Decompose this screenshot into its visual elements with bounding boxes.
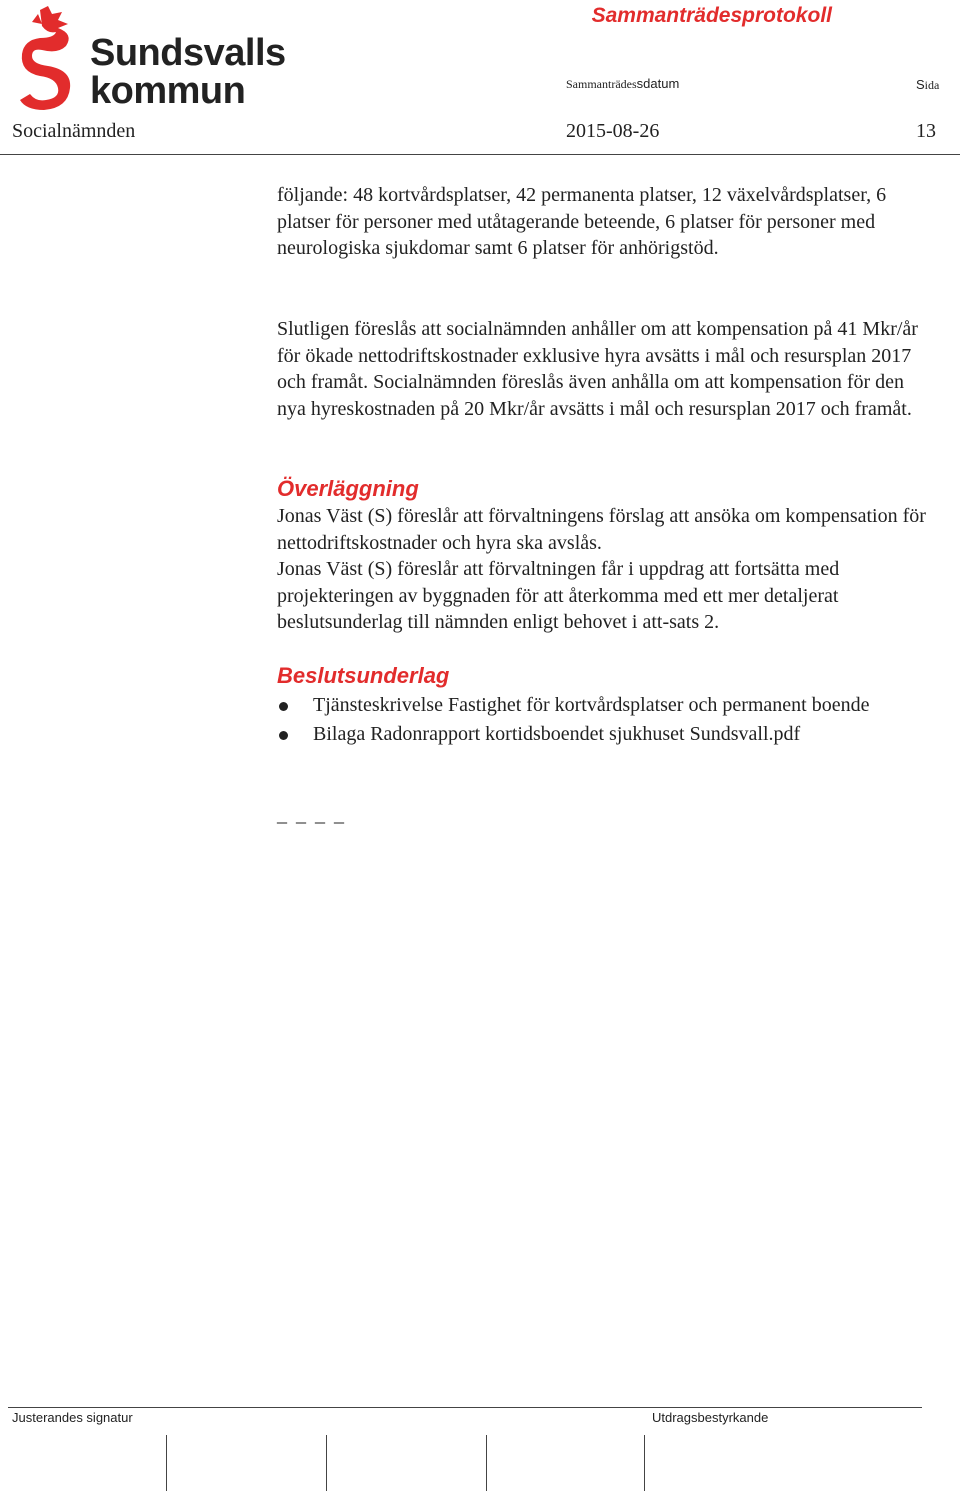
- extract-verification-label: Utdragsbestyrkande: [652, 1410, 769, 1425]
- bullet-icon: [279, 702, 288, 711]
- committee-name: Socialnämnden: [12, 120, 136, 142]
- logo-line-2: kommun: [90, 70, 246, 112]
- paragraph-3-text: Jonas Väst (S) föreslår att förvaltningens förslag att ansöka om kompensation för nettodriftskostnader och hyra ska avslås.: [277, 505, 926, 554]
- logo-wordmark: [90, 34, 286, 110]
- list-item: [277, 721, 937, 748]
- paragraph-2: [277, 316, 937, 422]
- paragraph-3: [277, 503, 937, 636]
- date-label: [566, 76, 679, 92]
- paragraph-1-text: följande: 48 kortvårdsplatser, 42 permanenta platser, 12 växelvårdsplatser, 6 platser för personer med utåtagerande beteende, 6 platser för personer med neurologiska sjukdomar samt 6 platser för anhörigstöd.: [277, 184, 887, 260]
- bullet-icon: [279, 731, 288, 740]
- document-type: Sammanträdesprotokoll: [591, 4, 832, 27]
- date-label-serif: Sammanträdes: [566, 77, 637, 91]
- signature-box-divider: [166, 1435, 167, 1491]
- list-item: [277, 692, 937, 719]
- attachment-list: [277, 692, 937, 749]
- sundsvall-logo: [18, 4, 308, 114]
- list-item-text: Tjänsteskrivelse Fastighet för kortvårdsplatser och permanent boende: [313, 694, 870, 716]
- date-label-sans: sdatum: [636, 76, 680, 91]
- heading-beslutsunderlag: Beslutsunderlag: [277, 663, 450, 688]
- paragraph-1: [277, 182, 937, 262]
- signature-box-divider: [644, 1435, 645, 1491]
- page-label: [916, 77, 939, 93]
- signature-box-divider: [486, 1435, 487, 1491]
- footer-divider: [8, 1407, 922, 1408]
- logo-line-1: Sundsvalls: [90, 32, 286, 74]
- paragraph-4-text: Jonas Väst (S) föreslår att förvaltningen får i uppdrag att fortsätta med projekteringen av byggnaden för att återkomma med ett mer detaljerat beslutsunderlag till nämnden enligt behovet i att-sats 2.: [277, 558, 840, 634]
- page-label-first: S: [916, 77, 925, 92]
- dragon-emblem-icon: [18, 4, 88, 114]
- heading-overlaggning: Överläggning: [277, 476, 419, 501]
- signature-box-divider: [326, 1435, 327, 1491]
- list-item-text: Bilaga Radonrapport kortidsboendet sjukhuset Sundsvall.pdf: [313, 722, 801, 745]
- header-divider: [0, 154, 960, 155]
- signature-label: Justerandes signatur: [12, 1410, 133, 1425]
- page-label-rest: ida: [924, 78, 940, 92]
- meeting-date: 2015-08-26: [566, 120, 660, 142]
- paragraph-2-text: Slutligen föreslås att socialnämnden anhåller om att kompensation på 41 Mkr/år för ökade nettodriftskostnader exklusive hyra avsätts i mål och resursplan 2017 och framåt. Socialnämnden föreslås även anhålla om att kompensation för den nya hyreskostnaden på 20 Mkr/år avsätts i mål och resursplan 2017 och framåt.: [277, 318, 918, 420]
- section-separator: _ _ _ _: [277, 804, 346, 826]
- page-number: 13: [916, 120, 936, 142]
